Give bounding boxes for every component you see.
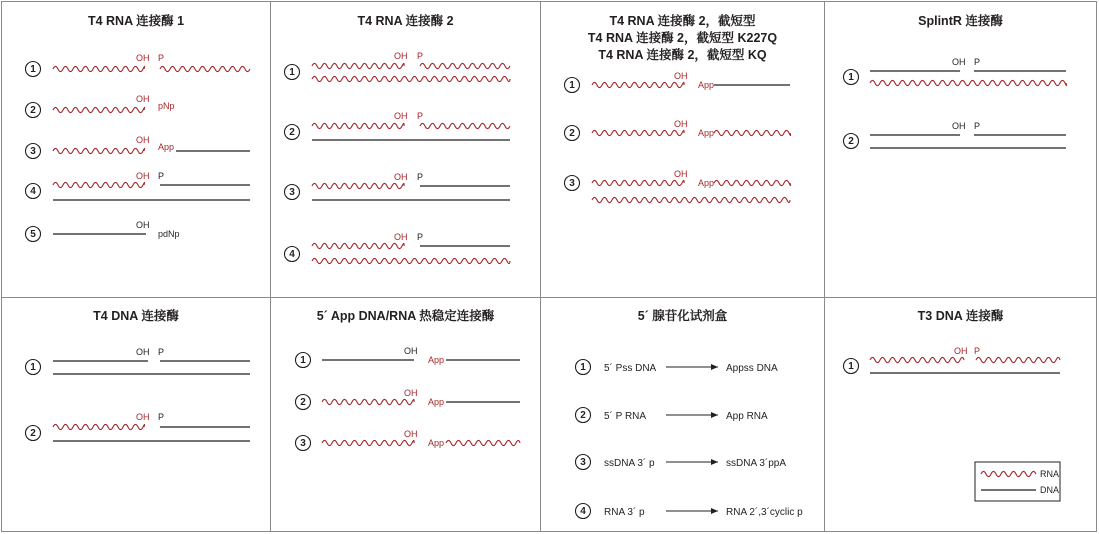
app-label: App bbox=[158, 142, 175, 152]
svg-text:4: 4 bbox=[580, 506, 586, 517]
rna-strand bbox=[446, 440, 520, 445]
rna-strand bbox=[714, 130, 791, 135]
svg-text:3: 3 bbox=[580, 457, 586, 468]
panel-title-line-2: T4 RNA 连接酶 2，截短型 K227Q bbox=[587, 31, 778, 45]
rna-strand bbox=[870, 357, 964, 362]
svg-text:2: 2 bbox=[848, 136, 854, 147]
step-number-badge bbox=[285, 125, 300, 140]
panel-title: T4 DNA 连接酶 bbox=[93, 309, 179, 323]
svg-text:2: 2 bbox=[289, 127, 295, 138]
rna-strand bbox=[312, 76, 510, 81]
p-label: P bbox=[974, 346, 981, 356]
step-number-badge bbox=[26, 360, 41, 375]
rna-strand bbox=[312, 243, 404, 248]
rna-strand bbox=[420, 63, 510, 68]
reaction-product: RNA 2´,3´cyclic p bbox=[726, 507, 803, 518]
svg-text:3: 3 bbox=[300, 438, 306, 449]
p-label: P bbox=[158, 347, 165, 357]
step-number-badge bbox=[576, 408, 591, 423]
step-number-badge bbox=[26, 62, 41, 77]
rna-strand bbox=[53, 182, 145, 187]
panel-title-line-3: T4 RNA 连接酶 2，截短型 KQ bbox=[598, 48, 767, 62]
oh-label: OH bbox=[404, 429, 418, 439]
pnp-label: pNp bbox=[158, 101, 175, 111]
rna-strand bbox=[53, 66, 145, 71]
oh-label: OH bbox=[404, 346, 418, 356]
oh-label: OH bbox=[952, 121, 966, 131]
step-number-badge bbox=[285, 247, 300, 262]
rna-strand bbox=[53, 148, 145, 153]
svg-text:1: 1 bbox=[569, 80, 575, 91]
reaction-product: ssDNA 3´ppA bbox=[726, 458, 787, 469]
step-number-badge bbox=[844, 70, 859, 85]
step-number-badge bbox=[565, 176, 580, 191]
svg-text:2: 2 bbox=[30, 105, 36, 116]
panel-title: SplintR 连接酶 bbox=[918, 14, 1003, 28]
svg-text:1: 1 bbox=[30, 64, 36, 75]
svg-text:1: 1 bbox=[300, 355, 306, 366]
oh-label: OH bbox=[136, 171, 150, 181]
rna-strand bbox=[870, 80, 1067, 85]
p-label: P bbox=[158, 412, 165, 422]
step-number-badge bbox=[565, 126, 580, 141]
pdnp-label: pdNp bbox=[158, 229, 180, 239]
p-label: P bbox=[974, 57, 981, 67]
oh-label: OH bbox=[954, 346, 968, 356]
svg-text:2: 2 bbox=[300, 397, 306, 408]
rna-strand bbox=[976, 357, 1060, 362]
step-number-badge bbox=[296, 436, 311, 451]
step-number-badge bbox=[576, 360, 591, 375]
rna-strand bbox=[312, 183, 404, 188]
app-label: App bbox=[428, 397, 445, 407]
rna-strand bbox=[322, 399, 414, 404]
panel-title: 5´ 腺苷化试剂盒 bbox=[637, 309, 728, 323]
rna-strand bbox=[312, 123, 404, 128]
rna-strand bbox=[312, 258, 510, 263]
oh-label: OH bbox=[394, 172, 408, 182]
step-number-badge bbox=[296, 353, 311, 368]
svg-text:1: 1 bbox=[289, 67, 295, 78]
legend-dna-label: DNA bbox=[1040, 485, 1060, 495]
step-number-badge bbox=[26, 184, 41, 199]
legend-rna-label: RNA bbox=[1040, 469, 1060, 479]
step-number-badge bbox=[26, 227, 41, 242]
oh-label: OH bbox=[952, 57, 966, 67]
rna-strand bbox=[592, 197, 790, 202]
app-label: App bbox=[698, 178, 715, 188]
p-label: P bbox=[974, 121, 981, 131]
step-number-badge bbox=[296, 395, 311, 410]
svg-text:3: 3 bbox=[569, 178, 575, 189]
p-label: P bbox=[158, 53, 165, 63]
reaction-product: App RNA bbox=[726, 411, 768, 422]
step-number-badge bbox=[285, 65, 300, 80]
oh-label: OH bbox=[136, 347, 150, 357]
rna-strand bbox=[592, 180, 684, 185]
app-label: App bbox=[698, 80, 715, 90]
oh-label: OH bbox=[136, 412, 150, 422]
step-number-badge bbox=[285, 185, 300, 200]
rna-strand bbox=[312, 63, 404, 68]
reaction-substrate: 5´ Pss DNA bbox=[604, 363, 657, 374]
rna-strand bbox=[322, 440, 414, 445]
svg-text:1: 1 bbox=[848, 361, 854, 372]
app-label: App bbox=[428, 355, 445, 365]
step-number-badge bbox=[26, 144, 41, 159]
svg-text:1: 1 bbox=[580, 362, 586, 373]
step-number-badge bbox=[26, 103, 41, 118]
p-label: P bbox=[417, 232, 424, 242]
rna-strand bbox=[53, 107, 145, 112]
svg-text:4: 4 bbox=[289, 249, 295, 260]
reaction-substrate: RNA 3´ p bbox=[604, 507, 645, 518]
p-label: P bbox=[158, 171, 165, 181]
step-number-badge bbox=[576, 504, 591, 519]
rna-strand bbox=[420, 123, 510, 128]
step-number-badge bbox=[576, 455, 591, 470]
rna-strand bbox=[592, 130, 684, 135]
svg-text:3: 3 bbox=[30, 146, 36, 157]
svg-text:1: 1 bbox=[848, 72, 854, 83]
step-number-badge bbox=[844, 134, 859, 149]
panel-title: 5´ App DNA/RNA 热稳定连接酶 bbox=[316, 309, 495, 323]
oh-label: OH bbox=[674, 71, 688, 81]
reaction-substrate: ssDNA 3´ p bbox=[604, 458, 655, 469]
panel-title: T3 DNA 连接酶 bbox=[917, 309, 1004, 323]
reaction-substrate: 5´ P RNA bbox=[604, 411, 647, 422]
oh-label: OH bbox=[136, 135, 150, 145]
app-label: App bbox=[428, 438, 445, 448]
svg-text:2: 2 bbox=[30, 428, 36, 439]
p-label: P bbox=[417, 51, 424, 61]
svg-text:3: 3 bbox=[289, 187, 295, 198]
svg-text:2: 2 bbox=[569, 128, 575, 139]
rna-strand bbox=[160, 66, 250, 71]
rna-strand bbox=[592, 82, 684, 87]
svg-text:1: 1 bbox=[30, 362, 36, 373]
oh-label: OH bbox=[394, 111, 408, 121]
svg-text:4: 4 bbox=[30, 186, 36, 197]
oh-label: OH bbox=[404, 388, 418, 398]
svg-text:2: 2 bbox=[580, 410, 586, 421]
step-number-badge bbox=[565, 78, 580, 93]
app-label: App bbox=[698, 128, 715, 138]
svg-text:5: 5 bbox=[30, 229, 36, 240]
oh-label: OH bbox=[674, 169, 688, 179]
step-number-badge bbox=[844, 359, 859, 374]
oh-label: OH bbox=[394, 232, 408, 242]
p-label: P bbox=[417, 111, 424, 121]
reaction-product: Appss DNA bbox=[726, 363, 778, 374]
legend-box bbox=[975, 462, 1060, 501]
oh-label: OH bbox=[136, 53, 150, 63]
panel-title: T4 RNA 连接酶 1 bbox=[87, 14, 185, 28]
panel-title-line-1: T4 RNA 连接酶 2，截短型 bbox=[609, 14, 756, 28]
oh-label: OH bbox=[394, 51, 408, 61]
panel-title: T4 RNA 连接酶 2 bbox=[357, 14, 454, 28]
rna-strand bbox=[714, 180, 791, 185]
rna-strand bbox=[53, 424, 145, 429]
oh-label: OH bbox=[136, 220, 150, 230]
step-number-badge bbox=[26, 426, 41, 441]
p-label: P bbox=[417, 172, 424, 182]
oh-label: OH bbox=[136, 94, 150, 104]
oh-label: OH bbox=[674, 119, 688, 129]
